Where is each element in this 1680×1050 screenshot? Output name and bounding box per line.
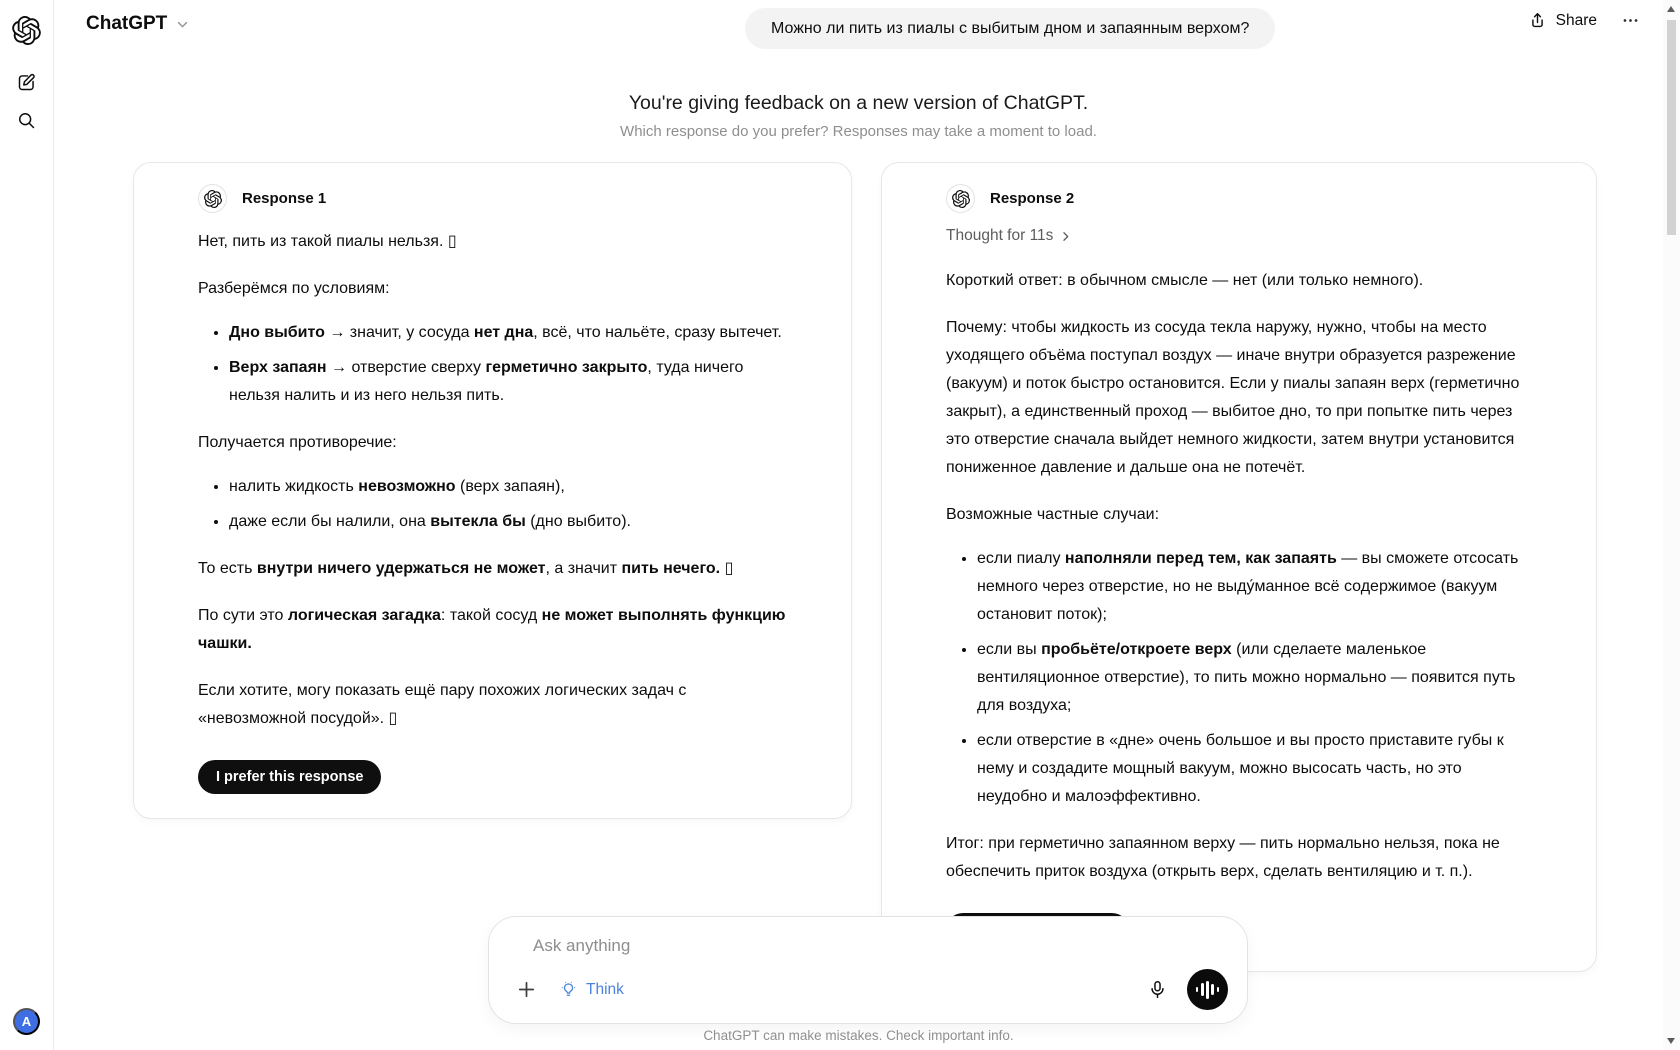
scroll-down-arrow[interactable] [1667, 1038, 1675, 1044]
share-icon [1528, 11, 1547, 30]
composer [488, 916, 1248, 1024]
list-item: • Дно выбито → значит, у сосуда нет дна, всё, что нальёте, сразу вытечет. [229, 319, 787, 347]
avatar-initial: A [21, 1014, 32, 1029]
list-item: • если вы пробьёте/откроете верх (или сделаете маленькое вентиляционное отверстие), то пить можно нормально — появится путь для воздуха; [977, 636, 1532, 720]
list-item: • налить жидкость невозможно (верх запаян), [229, 473, 787, 501]
more-options-icon [1621, 11, 1640, 30]
paragraph: Получается противоречие: [198, 434, 397, 451]
response-label: Response 2 [990, 190, 1075, 207]
mic-icon [1147, 979, 1168, 1000]
composer-toolbar [511, 969, 1228, 1010]
response-comparison [133, 162, 1597, 972]
openai-logo[interactable] [9, 12, 45, 48]
response-2-header [946, 184, 1532, 213]
lightbulb-icon [559, 980, 578, 999]
user-message-bubble [745, 8, 1275, 49]
assistant-avatar [198, 184, 227, 213]
paragraph: Разберёмся по условиям: [198, 280, 390, 297]
response-card-1 [133, 162, 852, 819]
paragraph: Возможные частные случаи: [946, 506, 1160, 523]
paragraph: Итог: при герметично запаянном верху — пить нормально нельзя, пока не обеспечить приток воздуха (открыть верх, сделать вентиляцию и т. п.). [946, 835, 1500, 880]
share-button[interactable] [1528, 11, 1597, 30]
thought-disclosure[interactable] [946, 227, 1073, 245]
list-item: • даже если бы налили, она вытекла бы (дно выбито). [229, 508, 787, 536]
feedback-header [54, 92, 1663, 140]
header-actions [1528, 11, 1640, 30]
voice-mode-button[interactable] [1187, 969, 1228, 1010]
paragraph: Почему: чтобы жидкость из сосуда текла наружу, нужно, чтобы на место уходящего объёма поступал воздух — иначе внутри образуется разрежение (вакуум) и поток быстро остановится. Если у пиалы запаян верх (герметично закрыт), а единственный проход — выбитое дно, то при попытке пить через это отверстие сначала выйдет немного жидкости, затем внутри установится пониженное давление и дальше она не потечёт. [946, 319, 1520, 476]
paragraph: Нет, пить из такой пиалы нельзя. ▯ [198, 233, 457, 250]
think-toggle[interactable] [559, 980, 624, 999]
dictate-button[interactable] [1142, 975, 1172, 1005]
bullet-list [198, 319, 787, 410]
paragraph: Короткий ответ: в обычном смысле — нет (или только немного). [946, 272, 1424, 289]
list-item: • Верх запаян → отверстие сверху герметично закрыто, туда ничего нельзя налить и из него нельзя пить. [229, 354, 787, 410]
message-input[interactable] [533, 936, 1203, 956]
response-1-content [198, 228, 787, 733]
sidebar [0, 0, 54, 1050]
disclaimer: ChatGPT can make mistakes. Check important info. [703, 1028, 1014, 1043]
voice-icon [1196, 987, 1199, 992]
feedback-subtitle: Which response do you prefer? Responses may take a moment to load. [620, 123, 1097, 140]
search-chats-button[interactable] [9, 104, 45, 140]
share-label: Share [1555, 11, 1597, 29]
model-switcher[interactable] [86, 13, 191, 35]
bullet-list [198, 473, 787, 536]
chevron-down-icon [174, 16, 191, 33]
scrollbar[interactable] [1663, 0, 1680, 1050]
scroll-thumb[interactable] [1667, 20, 1676, 235]
openai-logo-icon [952, 190, 970, 208]
attach-button[interactable] [511, 975, 541, 1005]
thought-label: Thought for 11s [946, 227, 1054, 244]
openai-logo-icon [12, 16, 41, 45]
scroll-up-arrow[interactable] [1667, 6, 1675, 12]
chevron-right-icon [1058, 229, 1073, 244]
brand-label: ChatGPT [86, 13, 168, 34]
new-chat-button[interactable] [9, 66, 45, 102]
prefer-response-1-button[interactable]: I prefer this response [198, 760, 381, 794]
response-1-header [198, 184, 787, 213]
paragraph: Если хотите, могу показать ещё пару похожих логических задач с «невозможной посудой». ▯ [198, 682, 687, 727]
assistant-avatar [946, 184, 975, 213]
paragraph: По сути это логическая загадка: такой сосуд не может выполнять функцию чашки. [198, 607, 786, 652]
list-item: • если пиалу наполняли перед тем, как запаять — вы сможете отсосать немного через отверстие, но не выду́манное всё содержимое (вакуум остановит поток); [977, 545, 1532, 629]
search-icon [16, 110, 37, 134]
feedback-title: You're giving feedback on a new version of ChatGPT. [628, 92, 1089, 114]
avatar[interactable] [13, 1008, 40, 1035]
user-message-text: Можно ли пить из пиалы с выбитым дном и запаянным верхом? [771, 19, 1250, 37]
new-chat-icon [16, 72, 37, 96]
think-label: Think [586, 980, 624, 998]
list-item: • если отверстие в «дне» очень большое и вы просто приставите губы к нему и создадите мощный вакуум, можно высосать часть, но это неудобно и малоэффективно. [977, 727, 1532, 811]
more-options-button[interactable] [1621, 11, 1640, 30]
paragraph: То есть внутри ничего удержаться не может, а значит пить нечего. ▯ [198, 560, 734, 577]
openai-logo-icon [204, 190, 222, 208]
bullet-list [946, 545, 1532, 811]
response-label: Response 1 [242, 190, 327, 207]
response-2-content [946, 267, 1532, 886]
plus-icon [515, 978, 538, 1001]
response-card-2 [881, 162, 1597, 972]
